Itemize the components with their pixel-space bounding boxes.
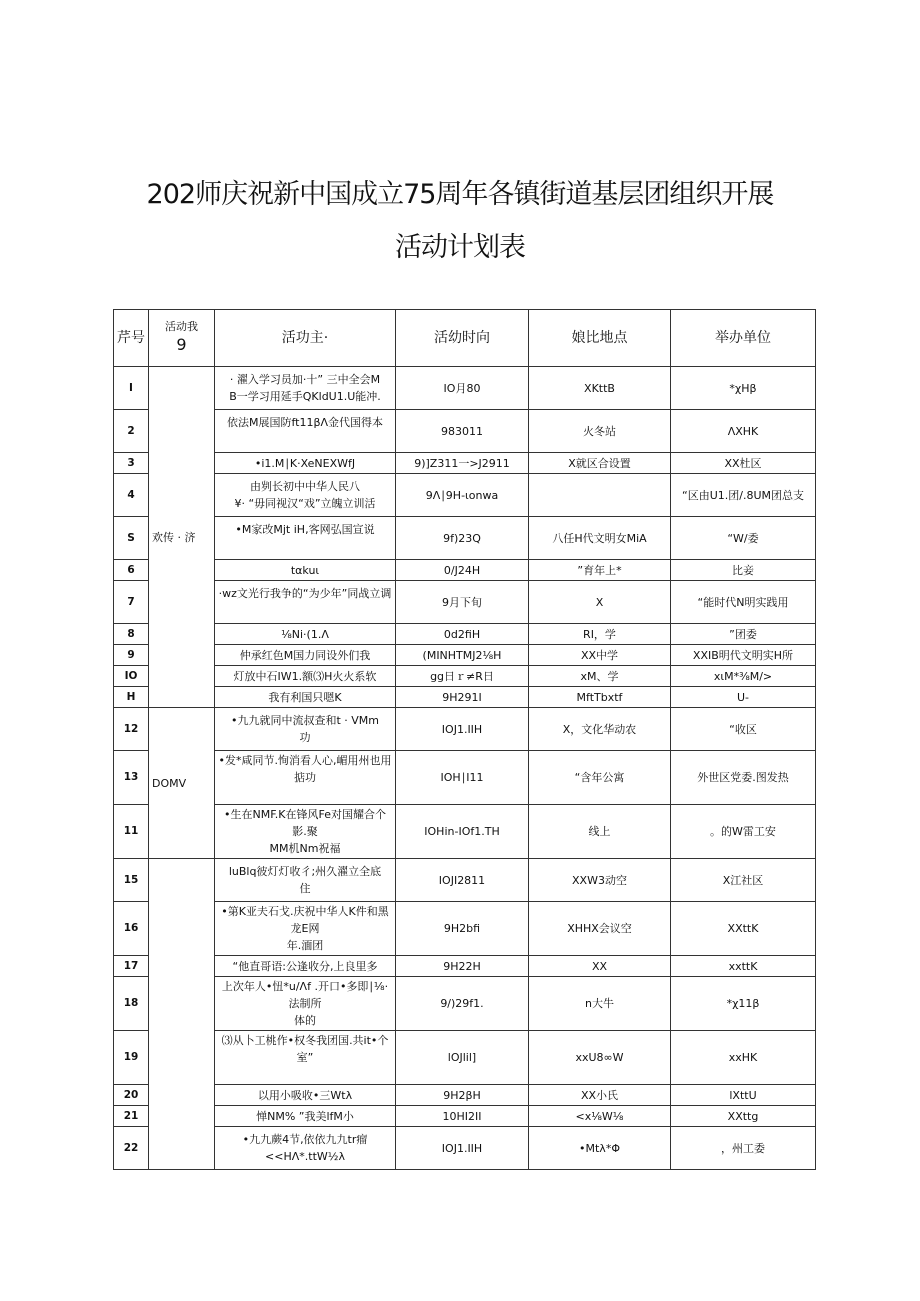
- topic-line: •发*咸同节.恂消看人心,嵋用州也用掂功: [218, 754, 392, 784]
- cell-place: [529, 474, 671, 517]
- table-row: [114, 687, 816, 708]
- table-header-row: [114, 310, 816, 367]
- table-row: [114, 1106, 816, 1127]
- cell-time: (MINHTMJ2⅛H: [396, 645, 529, 666]
- cell-topic: [215, 1127, 396, 1170]
- cell-no: 21: [114, 1106, 149, 1127]
- cell-topic: [215, 859, 396, 902]
- table-row: [114, 1127, 816, 1170]
- cell-topic: [215, 902, 396, 956]
- cell-no: H: [114, 687, 149, 708]
- cell-time: 9月下旬: [396, 581, 529, 624]
- cell-no: 16: [114, 902, 149, 956]
- cell-place: X就区合设置: [529, 453, 671, 474]
- table-row: [114, 410, 816, 453]
- cell-topic: [215, 751, 396, 805]
- cell-topic: [215, 687, 396, 708]
- cell-time: 9Λ∣9H-ιonwa: [396, 474, 529, 517]
- cell-place: MftTbxtf: [529, 687, 671, 708]
- cell-topic: [215, 645, 396, 666]
- cell-time: lOJlil]: [396, 1031, 529, 1085]
- topic-line: •九九就同中流叔查和t · VMm: [230, 714, 380, 727]
- topic-line: 年.湎团: [286, 939, 324, 952]
- cell-time: 983011: [396, 410, 529, 453]
- page-subtitle: 活动计划表: [395, 232, 525, 263]
- cell-no: 9: [114, 645, 149, 666]
- topic-line: [218, 1066, 392, 1083]
- table-row: [114, 581, 816, 624]
- cell-no: 17: [114, 956, 149, 977]
- topic-line: ·wz文光行我争的“为少年”同战立调: [218, 587, 392, 600]
- cell-time: IOJI2811: [396, 859, 529, 902]
- table-row: [114, 474, 816, 517]
- cell-place: “含年公寓: [529, 751, 671, 805]
- cell-org: “收区: [671, 708, 816, 751]
- table-row: [114, 453, 816, 474]
- cell-org: xιM*⅜M/>: [671, 666, 816, 687]
- table-row: [114, 977, 816, 1031]
- topic-line: · 濯入学习员加·十” 三中全会M: [229, 373, 381, 386]
- cell-place: •Mtλ*Φ: [529, 1127, 671, 1170]
- topic-line: ⑶从卜工桃作•权冬我团国.共it•个室”: [221, 1034, 389, 1064]
- topic-line: B一学习用延手QKldU1.U能冲.: [229, 390, 381, 403]
- cell-org: *χ11β: [671, 977, 816, 1031]
- table-row: [114, 645, 816, 666]
- cell-no: 15: [114, 859, 149, 902]
- topic-line: [218, 602, 392, 619]
- cell-time: 9H2bfi: [396, 902, 529, 956]
- topic-line: ¥· “毋同视汉“戏”立魄立训活: [234, 497, 376, 510]
- table-row: [114, 902, 816, 956]
- cell-place: ”育年上*: [529, 560, 671, 581]
- cell-place: XX: [529, 956, 671, 977]
- cell-place: 八任H代文明女MiA: [529, 517, 671, 560]
- table-row: [114, 367, 816, 410]
- table-row: [114, 708, 816, 751]
- cell-topic: [215, 1106, 396, 1127]
- cell-topic: [215, 1085, 396, 1106]
- cell-org: XXIB明代文明实H所: [671, 645, 816, 666]
- cell-place: xxU8∞W: [529, 1031, 671, 1085]
- cell-time: 9f)23Q: [396, 517, 529, 560]
- topic-line: 惮NM% ”我美lfM小: [256, 1109, 354, 1123]
- cell-org: X江社区: [671, 859, 816, 902]
- cell-time: 9/)29f1.: [396, 977, 529, 1031]
- cell-topic: [215, 956, 396, 977]
- topic-line: 我有利国只嗯K: [268, 690, 342, 704]
- cell-time: IOJ1.IIH: [396, 1127, 529, 1170]
- cell-theme-group: DOMV: [149, 708, 215, 859]
- table-row: [114, 1085, 816, 1106]
- table-row: [114, 751, 816, 805]
- cell-no: 8: [114, 624, 149, 645]
- header-place: 娘比地点: [529, 310, 671, 367]
- cell-no: 12: [114, 708, 149, 751]
- cell-org: ”团委: [671, 624, 816, 645]
- header-org: 举办单位: [671, 310, 816, 367]
- topic-line: •i1.M∣K·XeNEXWfJ: [254, 456, 356, 470]
- cell-topic: [215, 708, 396, 751]
- topic-line: tαkuι: [290, 563, 320, 577]
- cell-place: XX小氏: [529, 1085, 671, 1106]
- topic-line: <<HΛ*.ttW½λ: [265, 1150, 345, 1163]
- cell-no: 13: [114, 751, 149, 805]
- cell-no: 6: [114, 560, 149, 581]
- table-row: [114, 805, 816, 859]
- cell-no: 18: [114, 977, 149, 1031]
- cell-place: xM、学: [529, 666, 671, 687]
- table-body: [114, 367, 816, 1170]
- topic-line: ⅛Ni·(1.Λ: [281, 627, 329, 641]
- cell-place: X: [529, 581, 671, 624]
- cell-place: XX中学: [529, 645, 671, 666]
- topic-line: [218, 538, 392, 555]
- cell-topic: [215, 367, 396, 410]
- topic-line: •九九蕨4节,依依九九tr瘤: [242, 1133, 368, 1146]
- topic-line: MM机Nm祝福: [269, 842, 341, 855]
- table-row: [114, 517, 816, 560]
- cell-time: IOJ1.IIH: [396, 708, 529, 751]
- cell-no: 11: [114, 805, 149, 859]
- topic-line: [218, 786, 392, 803]
- topic-line: luBlq彼灯灯收彳;州久濯立全底: [228, 865, 382, 878]
- header-theme-bottom: 9: [176, 335, 187, 354]
- cell-org: 。的W雷工安: [671, 805, 816, 859]
- cell-topic: [215, 517, 396, 560]
- cell-topic: [215, 666, 396, 687]
- topic-line: 上次年人•忸*u/Λf .开口•多即∣⅛·法制所: [221, 980, 389, 1010]
- cell-time: 9H291I: [396, 687, 529, 708]
- cell-org: ΛXHK: [671, 410, 816, 453]
- cell-topic: [215, 474, 396, 517]
- cell-no: 2: [114, 410, 149, 453]
- header-theme-top: 活动我: [165, 320, 198, 333]
- cell-org: “区由U1.团/.8UM团总支: [671, 474, 816, 517]
- cell-org: XXttg: [671, 1106, 816, 1127]
- cell-org: xxHK: [671, 1031, 816, 1085]
- cell-time: IOH∣I11: [396, 751, 529, 805]
- table-row: [114, 1031, 816, 1085]
- cell-place: n大牛: [529, 977, 671, 1031]
- cell-place: 线上: [529, 805, 671, 859]
- topic-line: 功: [299, 731, 311, 744]
- cell-time: 9H2βH: [396, 1085, 529, 1106]
- cell-place: XKttB: [529, 367, 671, 410]
- cell-no: S: [114, 517, 149, 560]
- cell-time: 10HI2II: [396, 1106, 529, 1127]
- cell-org: 比妾: [671, 560, 816, 581]
- cell-no: 19: [114, 1031, 149, 1085]
- cell-theme-group: [149, 859, 215, 1170]
- table-row: [114, 956, 816, 977]
- cell-place: X，文化华动农: [529, 708, 671, 751]
- cell-no: 4: [114, 474, 149, 517]
- cell-org: ，州工委: [671, 1127, 816, 1170]
- topic-line: 依法M展国防ft11βΛ金代国得本: [226, 416, 384, 429]
- cell-org: “能时代N明实践用: [671, 581, 816, 624]
- topic-line: •生在NMF.K在锋风Fe对国耀合个影.聚: [224, 808, 386, 838]
- activity-plan-table: [113, 309, 816, 1170]
- topic-line: 仲承红色M国力同设外们我: [239, 648, 371, 662]
- cell-topic: [215, 1031, 396, 1085]
- cell-time: 0d2fiH: [396, 624, 529, 645]
- header-theme: [149, 310, 215, 367]
- topic-line: 体的: [294, 1014, 316, 1027]
- table-row: [114, 560, 816, 581]
- cell-org: U-: [671, 687, 816, 708]
- topic-line: •M家改Mjt iH,客网弘国宣说: [235, 523, 375, 536]
- page-title: 202师庆祝新中国成立75周年各镇街道基层团组织开展: [146, 179, 774, 210]
- cell-no: IO: [114, 666, 149, 687]
- topic-line: •第K亚夫石戈.庆祝中华人K件和黑龙E网: [221, 905, 389, 935]
- cell-time: 0/J24H: [396, 560, 529, 581]
- cell-time: IOHin-IOf1.TH: [396, 805, 529, 859]
- cell-topic: [215, 453, 396, 474]
- cell-no: 22: [114, 1127, 149, 1170]
- cell-org: 外世区党委.图发热: [671, 751, 816, 805]
- cell-no: I: [114, 367, 149, 410]
- cell-no: 3: [114, 453, 149, 474]
- topic-line: [218, 431, 392, 448]
- topic-line: 住: [299, 882, 311, 895]
- table-row: [114, 859, 816, 902]
- cell-org: XX杜区: [671, 453, 816, 474]
- cell-topic: [215, 624, 396, 645]
- cell-topic: [215, 581, 396, 624]
- topic-line: 由刿长初中中华人民八: [250, 480, 360, 493]
- cell-place: 火冬站: [529, 410, 671, 453]
- topic-line: “他直哥语:公逢收分,上良里多: [232, 959, 378, 973]
- topic-line: 灯放中石IW1.额⑶H火火系软: [233, 669, 377, 683]
- cell-place: XXW3动空: [529, 859, 671, 902]
- cell-org: xxttK: [671, 956, 816, 977]
- cell-place: XHHX会议空: [529, 902, 671, 956]
- cell-place: <x⅛W⅛: [529, 1106, 671, 1127]
- cell-time: IO月80: [396, 367, 529, 410]
- cell-place: RI，学: [529, 624, 671, 645]
- header-topic: 活功主·: [215, 310, 396, 367]
- cell-org: lXttU: [671, 1085, 816, 1106]
- cell-time: 9H22H: [396, 956, 529, 977]
- cell-topic: [215, 410, 396, 453]
- cell-theme-group: 欢传 · 济: [149, 367, 215, 708]
- cell-org: *χHβ: [671, 367, 816, 410]
- cell-time: 9)]Z311一>J2911: [396, 453, 529, 474]
- cell-no: 20: [114, 1085, 149, 1106]
- topic-line: 以用小吸收•三Wtλ: [257, 1088, 353, 1102]
- header-no: 芹号: [114, 310, 149, 367]
- cell-topic: [215, 805, 396, 859]
- table-row: [114, 624, 816, 645]
- header-time: 活幼时向: [396, 310, 529, 367]
- cell-no: 7: [114, 581, 149, 624]
- cell-topic: [215, 560, 396, 581]
- cell-topic: [215, 977, 396, 1031]
- cell-org: “W/委: [671, 517, 816, 560]
- cell-time: gg日ｒ≠R日: [396, 666, 529, 687]
- table-row: [114, 666, 816, 687]
- cell-org: XXttK: [671, 902, 816, 956]
